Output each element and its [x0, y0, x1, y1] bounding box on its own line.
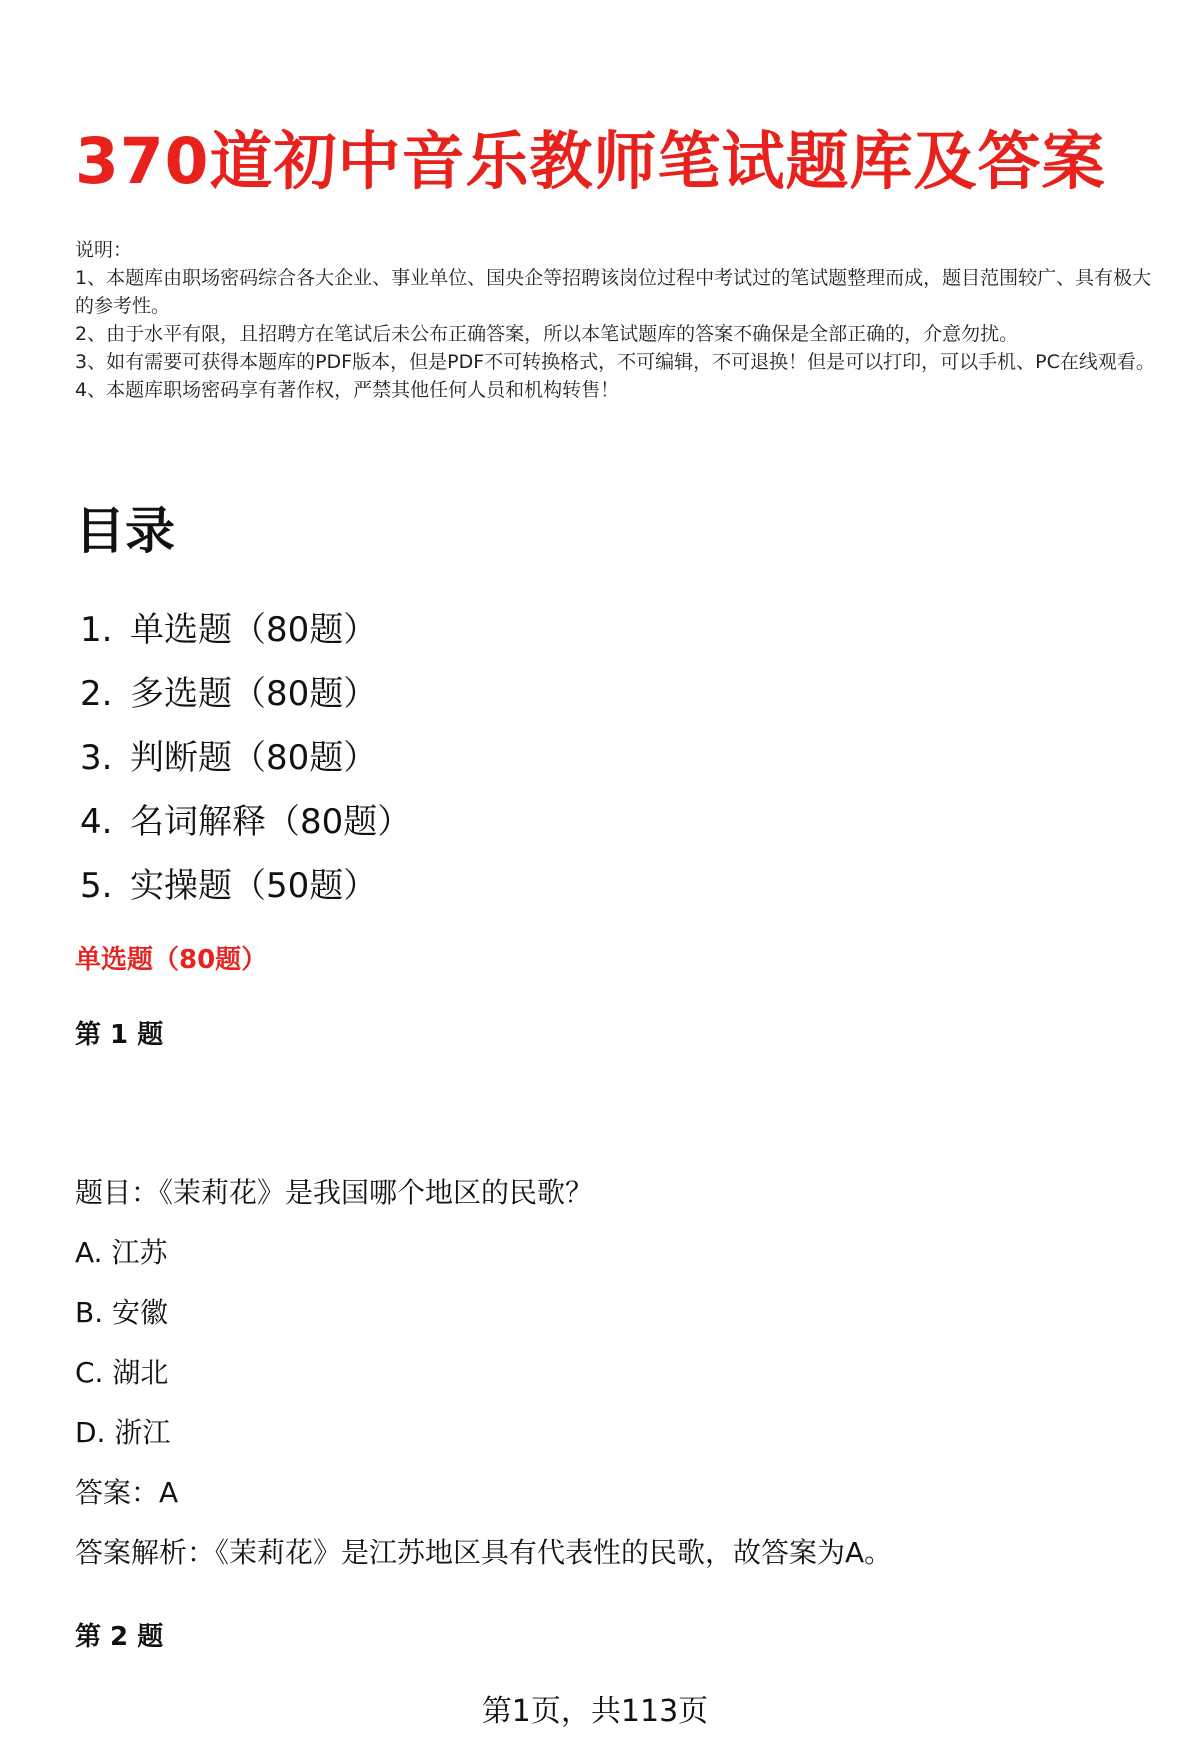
note-item: 1、本题库由职场密码综合各大企业、事业单位、国央企等招聘该岗位过程中考试过的笔试题整理而成，题目范围较广、具有极大的参考性。 [75, 267, 1152, 317]
toc-item[interactable] [80, 790, 411, 854]
toc-item-label: 多选题（80题） [130, 674, 378, 714]
toc-heading: 目录 [75, 502, 175, 560]
page-footer: 第1页，共113页 [481, 1694, 709, 1729]
question-prompt: 题目：《茉莉花》是我国哪个地区的民歌？ [75, 1176, 594, 1209]
question-number: 第 1 题 [75, 1020, 164, 1050]
option-b: B. 安徽 [75, 1296, 169, 1329]
toc-item-number: 2. [80, 674, 113, 714]
answer-explanation: 答案解析：《茉莉花》是江苏地区具有代表性的民歌，故答案为A。 [75, 1536, 893, 1569]
question-number: 第 2 题 [75, 1622, 164, 1652]
toc-item-label: 判断题（80题） [130, 738, 378, 778]
toc-item-label: 实操题（50题） [130, 866, 378, 906]
notes-block [75, 236, 1155, 404]
document-title: 370道初中音乐教师笔试题库及答案 [75, 125, 1106, 198]
note-item: 3、如有需要可获得本题库的PDF版本，但是PDF不可转换格式，不可编辑，不可退换！但是可以打印，可以手机、PC在线观看。 [75, 351, 1155, 373]
option-d: D. 浙江 [75, 1416, 171, 1449]
table-of-contents [80, 598, 411, 918]
toc-item[interactable] [80, 854, 411, 918]
section-title: 单选题（80题） [75, 945, 268, 975]
answer: 答案：A [75, 1476, 179, 1509]
toc-item[interactable] [80, 598, 411, 662]
notes-heading: 说明： [75, 239, 133, 261]
toc-item-label: 名词解释（80题） [130, 802, 412, 842]
option-c: C. 湖北 [75, 1356, 169, 1389]
toc-item-number: 5. [80, 866, 113, 906]
toc-item[interactable] [80, 662, 411, 726]
option-a: A. 江苏 [75, 1236, 168, 1269]
toc-item-number: 4. [80, 802, 113, 842]
toc-item-label: 单选题（80题） [130, 610, 378, 650]
note-item: 4、本题库职场密码享有著作权，严禁其他任何人员和机构转售！ [75, 379, 620, 401]
toc-item[interactable] [80, 726, 411, 790]
toc-item-number: 1. [80, 610, 113, 650]
question-block [75, 1163, 1155, 1583]
note-item: 2、由于水平有限，且招聘方在笔试后未公布正确答案，所以本笔试题库的答案不确保是全部正确的，介意勿扰。 [75, 323, 1019, 345]
toc-item-number: 3. [80, 738, 113, 778]
